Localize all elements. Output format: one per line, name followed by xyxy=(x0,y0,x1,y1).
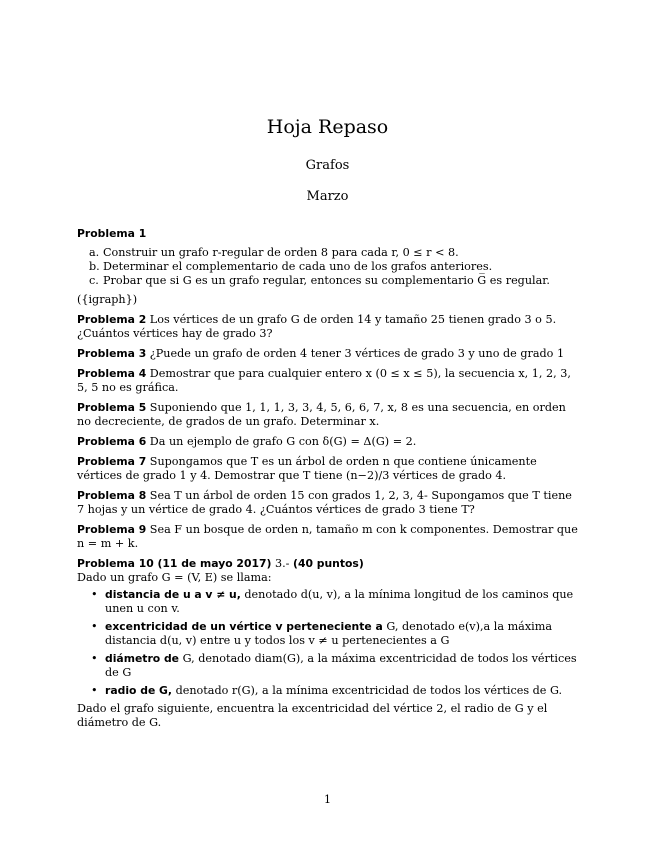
problem-4 xyxy=(77,367,579,395)
problem-label: Problema 3 xyxy=(77,347,147,360)
definition-text: denotado d(u, v), a la mínima longitud de los caminos que unen u con v. xyxy=(105,588,574,615)
problem-10 xyxy=(77,557,579,730)
problem-5 xyxy=(77,401,579,429)
problem-text: Sea F un bosque de orden n, tamaño m con k componentes. Demostrar que n = m + k. xyxy=(77,523,578,550)
definition-item xyxy=(91,620,579,648)
problem-8 xyxy=(77,489,579,517)
problem-6 xyxy=(77,435,579,449)
definition-list xyxy=(77,588,579,698)
problem-3 xyxy=(77,347,579,361)
definition-term: distancia de u a v ≠ u, xyxy=(105,588,241,601)
item-marker: a. xyxy=(89,246,100,259)
problem-text: Demostrar que para cualquier entero x (0 ≤ x ≤ 5), la secuencia x, 1, 2, 3, 5, 5 no es gráfica. xyxy=(77,367,571,394)
item-text: Construir un grafo r-regular de orden 8 para cada r, 0 ≤ r < 8. xyxy=(103,246,459,259)
definition-item xyxy=(91,588,579,616)
problem-text: Da un ejemplo de grafo G con δ(G) = Δ(G) = 2. xyxy=(149,435,417,448)
problem-label: Problema 2 xyxy=(77,313,147,326)
problem-1-label: Problema 1 xyxy=(77,227,147,240)
problem-text: Sea T un árbol de orden 15 con grados 1, 2, 3, 4- Supongamos que T tiene 7 hojas y un vértice de grado 4. ¿Cuántos vértices de grado 3 tiene T? xyxy=(77,489,572,516)
document-subtitle: Grafos xyxy=(305,158,350,173)
problem-label: Problema 8 xyxy=(77,489,147,502)
problem-1 xyxy=(77,227,579,307)
problem-text: ¿Puede un grafo de orden 4 tener 3 vértices de grado 3 y uno de grado 1 xyxy=(149,347,565,360)
definition-item xyxy=(91,684,579,698)
problem-list xyxy=(77,227,579,736)
problem-10-intro: Dado un grafo G = (V, E) se llama: xyxy=(77,571,272,584)
problem-10-number: 3.- xyxy=(274,557,290,570)
definition-term: diámetro de xyxy=(105,652,180,665)
problem-10-label: Problema 10 (11 de mayo 2017) xyxy=(77,557,272,570)
definition-text: denotado r(G), a la mínima excentricidad de todos los vértices de G. xyxy=(175,684,563,697)
document-title: Hoja Repaso xyxy=(266,116,389,138)
definition-term: radio de G, xyxy=(105,684,172,697)
problem-text: Supongamos que T es un árbol de orden n que contiene únicamente vértices de grado 1 y 4. Demostrar que T tiene (n−2)/3 vértices de grado 4. xyxy=(77,455,537,482)
item-text: Determinar el complementario de cada uno de los grafos anteriores. xyxy=(103,260,493,273)
problem-1-item xyxy=(89,274,579,288)
item-marker: c. xyxy=(89,274,99,287)
definition-text: G, denotado diam(G), a la máxima excentricidad de todos los vértices de G xyxy=(105,652,577,679)
problem-label: Problema 4 xyxy=(77,367,147,380)
problem-1-note: ({igraph}) xyxy=(77,293,138,306)
page-number: 1 xyxy=(324,793,331,806)
problem-text: Suponiendo que 1, 1, 1, 3, 3, 4, 5, 6, 6, 7, x, 8 es una secuencia, en orden no decreciente, de grados de un grafo. Determinar x. xyxy=(77,401,566,428)
bullet-icon: • xyxy=(91,620,98,633)
problem-1-items xyxy=(77,246,579,288)
item-marker: b. xyxy=(89,260,100,273)
problem-2 xyxy=(77,313,579,341)
problem-label: Problema 9 xyxy=(77,523,147,536)
problem-text: Los vértices de un grafo G de orden 14 y tamaño 25 tienen grado 3 o 5. ¿Cuántos vértices hay de grado 3? xyxy=(77,313,557,340)
bullet-icon: • xyxy=(91,588,98,601)
definition-term: excentricidad de un vértice v perteneciente a xyxy=(105,620,383,633)
problem-label: Problema 5 xyxy=(77,401,147,414)
problem-1-item xyxy=(89,260,579,274)
problem-7 xyxy=(77,455,579,483)
definition-text: G, denotado e(v),a la máxima distancia d(u, v) entre u y todos los v ≠ u pertenecientes a G xyxy=(105,620,553,647)
problem-10-points: (40 puntos) xyxy=(293,557,364,570)
problem-label: Problema 7 xyxy=(77,455,147,468)
item-text: Probar que si G es un grafo regular, entonces su complementario G̅ es regular. xyxy=(103,274,550,287)
bullet-icon: • xyxy=(91,652,98,665)
problem-10-heading xyxy=(77,557,579,571)
definition-item xyxy=(91,652,579,680)
bullet-icon: • xyxy=(91,684,98,697)
document-date: Marzo xyxy=(306,189,349,204)
problem-label: Problema 6 xyxy=(77,435,147,448)
problem-1-item xyxy=(89,246,579,260)
problem-10-closing: Dado el grafo siguiente, encuentra la excentricidad del vértice 2, el radio de G y el diámetro de G. xyxy=(77,702,548,729)
problem-9 xyxy=(77,523,579,551)
